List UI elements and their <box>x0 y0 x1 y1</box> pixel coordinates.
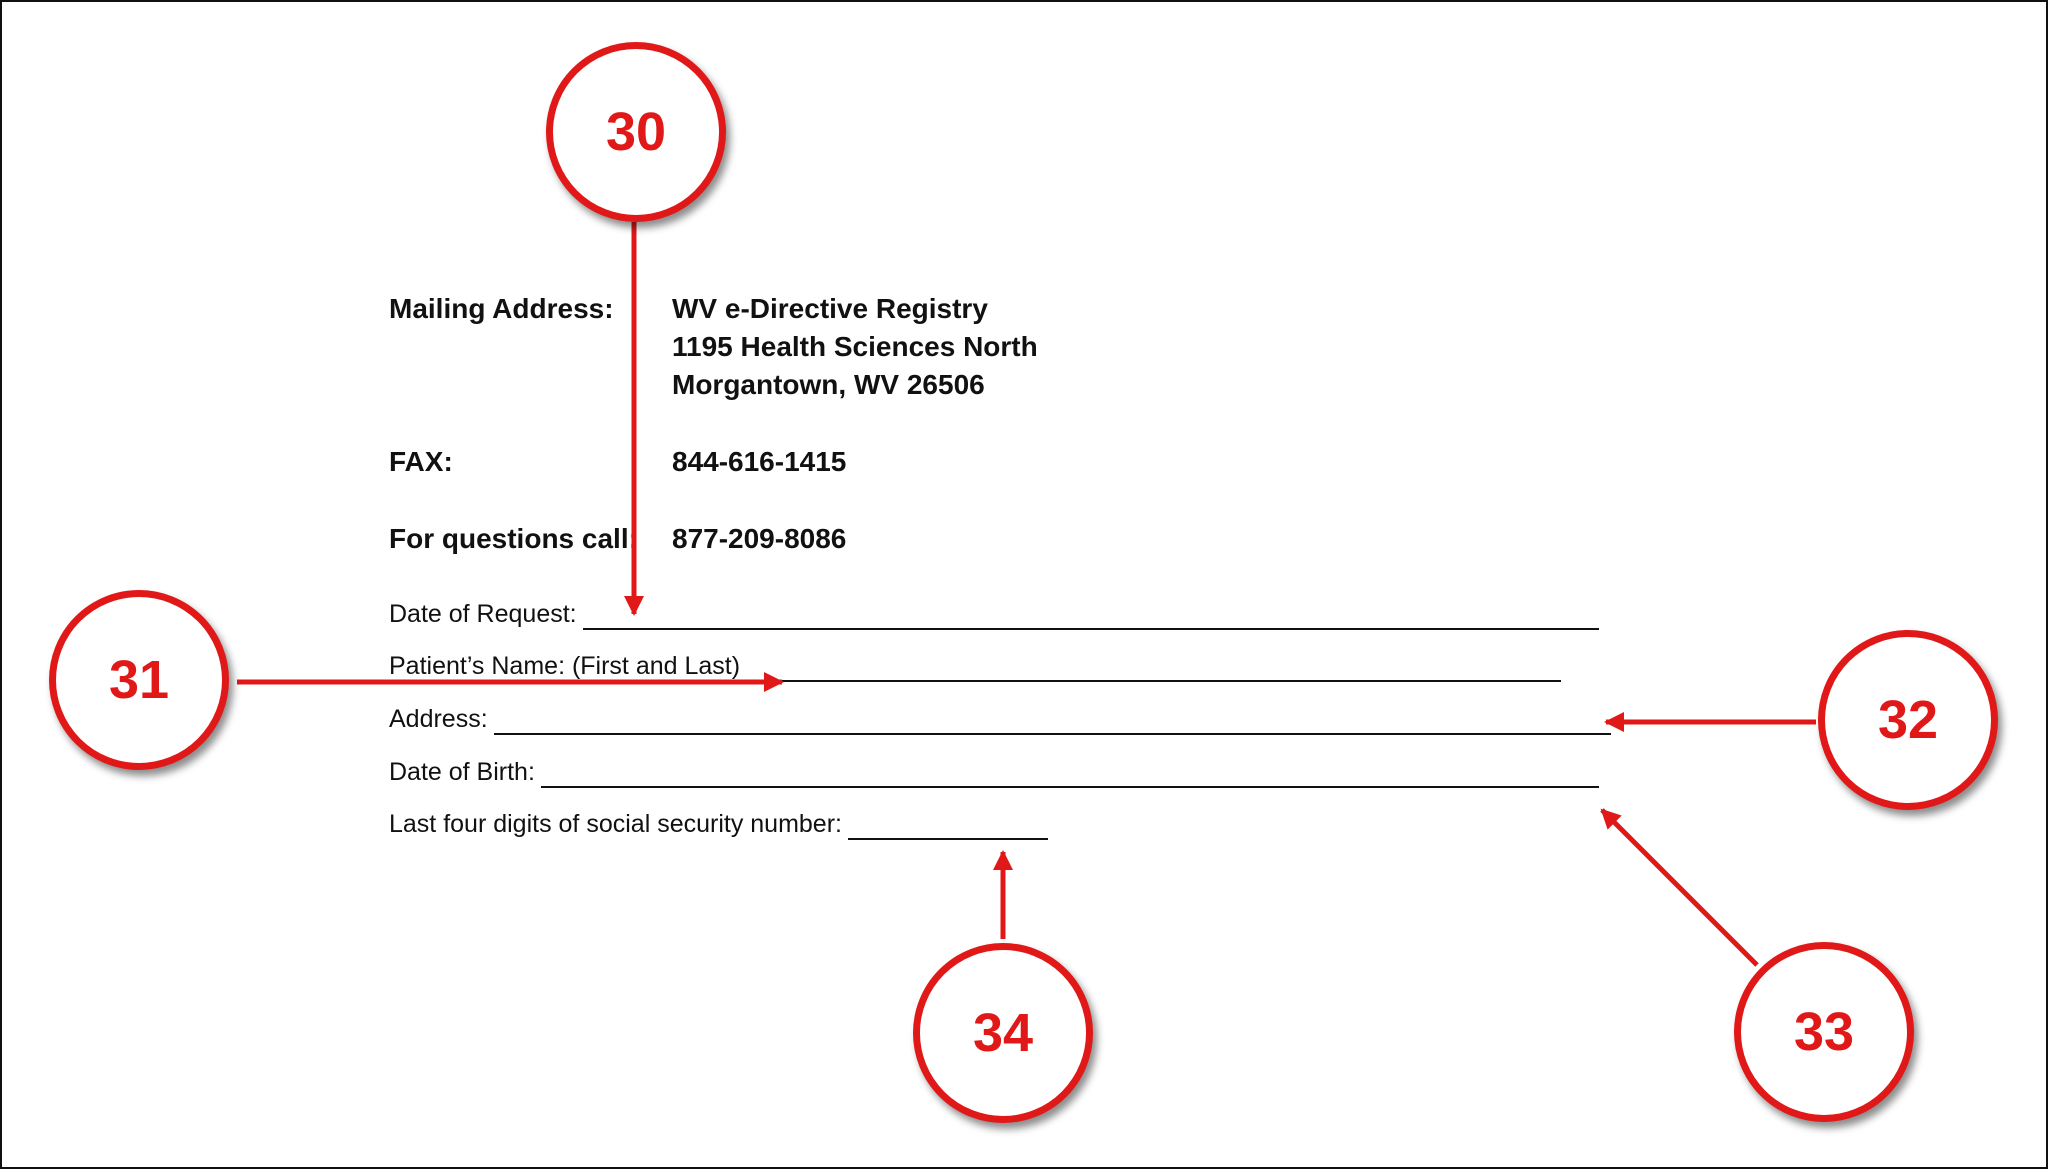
mailing-address-label: Mailing Address: <box>389 293 614 324</box>
date-of-request-label: Date of Request: <box>389 600 577 628</box>
callout-30: 30 <box>546 42 726 222</box>
address-label: Address: <box>389 705 488 733</box>
questions-label: For questions call: <box>389 523 638 554</box>
callout-32: 32 <box>1818 630 1998 810</box>
fax-label: FAX: <box>389 446 453 477</box>
mailing-address-line3: Morgantown, WV 26506 <box>672 369 985 400</box>
fax-number: 844-616-1415 <box>672 446 847 477</box>
date-of-birth-label: Date of Birth: <box>389 758 535 786</box>
questions-phone: 877-209-8086 <box>672 523 847 554</box>
patient-name-label: Patient’s Name: (First and Last) <box>389 652 741 680</box>
mailing-address-line1: WV e-Directive Registry <box>672 293 988 324</box>
arrow-33 <box>1602 810 1757 965</box>
callout-34: 34 <box>913 943 1093 1123</box>
callout-33: 33 <box>1734 942 1914 1122</box>
ssn-last-four-label: Last four digits of social security number: <box>389 810 842 838</box>
callout-31: 31 <box>49 590 229 770</box>
mailing-address-line2: 1195 Health Sciences North <box>672 331 1038 362</box>
